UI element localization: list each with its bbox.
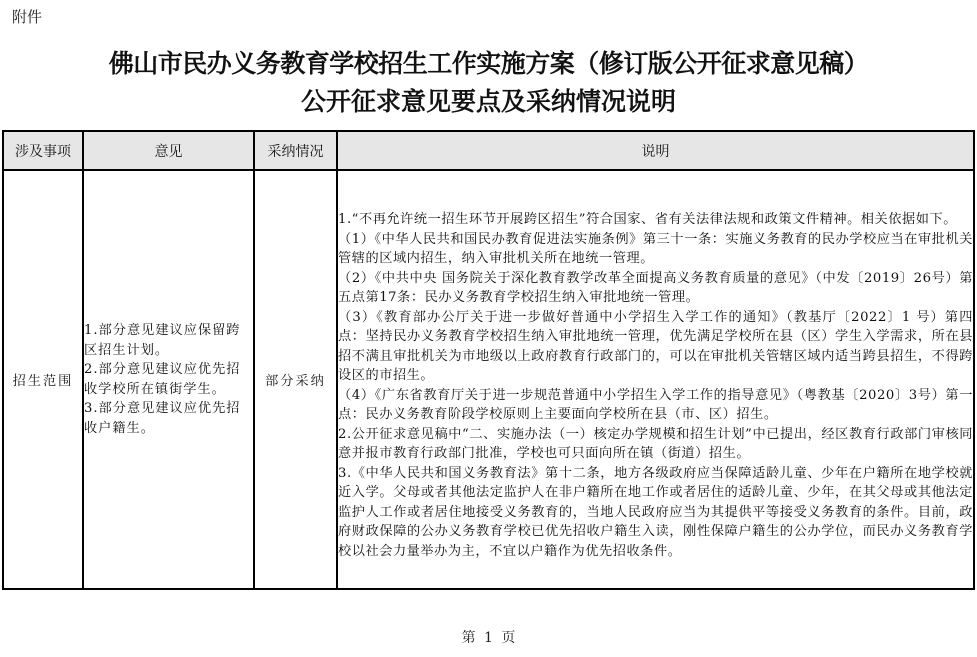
- document-subtitle: 公开征求意见要点及采纳情况说明: [300, 87, 676, 116]
- explanation-paragraph: （1）《中华人民共和国民办教育促进法实施条例》第三十一条：实施义务教育的民办学校应当在审批机关管辖的区域内招生，纳入审批机关所在地统一管理。: [338, 231, 973, 266]
- opinions-cell: [83, 170, 254, 589]
- opinion-item: 3.部分意见建议应优先招收户籍生。: [84, 401, 241, 436]
- opinion-item: 2.部分意见建议应优先招收学校所在镇街学生。: [84, 362, 241, 397]
- explanation-paragraph: 2.公开征求意见稿中“二、实施办法（一）核定办学规模和招生计划”中已提出，经区教育行政部门审核同意并报市教育行政部门批准，学校也可只面向所在镇（街道）招生。: [338, 426, 973, 461]
- explanation-paragraph: （2）《中共中央 国务院关于深化教育教学改革全面提高义务教育质量的意见》（中发〔2019〕26号）第五点第17条：民办义务教育学校招生纳入审批地统一管理。: [338, 270, 973, 305]
- header-topic: 涉及事项: [3, 131, 83, 170]
- adoption-status-cell: 部分采纳: [254, 170, 337, 589]
- header-adoption: 采纳情况: [254, 131, 337, 170]
- explanation-paragraph: 1.“不再允许统一招生环节开展跨区招生”符合国家、省有关法律法规和政策文件精神。相关依据如下。: [338, 212, 957, 227]
- page-number: 第 1 页: [461, 630, 516, 646]
- table-row: [3, 170, 974, 589]
- explanation-paragraph: （3）《教育部办公厅关于进一步做好普通中小学招生入学工作的通知》（教基厅〔2022〕1 号）第四点：坚持民办义务教育学校招生纳入审批地统一管理，优先满足学校所在县（区）学生入学需求，所在县招不满且审批机关为市地级以上政府教育行政部门的，可以在审批机关管辖区域内适当跨县招生，不得跨设区的市招生。: [338, 309, 973, 383]
- opinion-item: 1.部分意见建议应保留跨区招生计划。: [84, 323, 241, 358]
- topic-cell: 招生范围: [3, 170, 83, 589]
- header-explanation: 说明: [337, 131, 974, 170]
- explanation-paragraph: （4）《广东省教育厅关于进一步规范普通中小学招生入学工作的指导意见》（粤教基〔2020〕3号）第一点：民办义务教育阶段学校原则上主要面向学校所在县（市、区）招生。: [338, 387, 973, 422]
- explanation-cell: [337, 170, 974, 589]
- header-opinions: 意见: [83, 131, 254, 170]
- feedback-table: [2, 130, 975, 590]
- table-header-row: [3, 131, 974, 170]
- attachment-label: 附件: [12, 8, 43, 26]
- document-title: 佛山市民办义务教育学校招生工作实施方案（修订版公开征求意见稿）: [108, 49, 869, 78]
- explanation-paragraph: 3.《中华人民共和国义务教育法》第十二条，地方各级政府应当保障适龄儿童、少年在户籍所在地学校就近入学。父母或者其他法定监护人在非户籍所在地工作或者居住的适龄儿童、少年，在其父母或其他法定监护人工作或者居住地接受义务教育的，当地人民政府应当为其提供平等接受义务教育的条件。目前，政府财政保障的公办义务教育学校已优先招收户籍生入读，刚性保障户籍生的公办学位，而民办义务教育学校以社会力量举办为主，不宜以户籍作为优先招收条件。: [338, 465, 973, 559]
